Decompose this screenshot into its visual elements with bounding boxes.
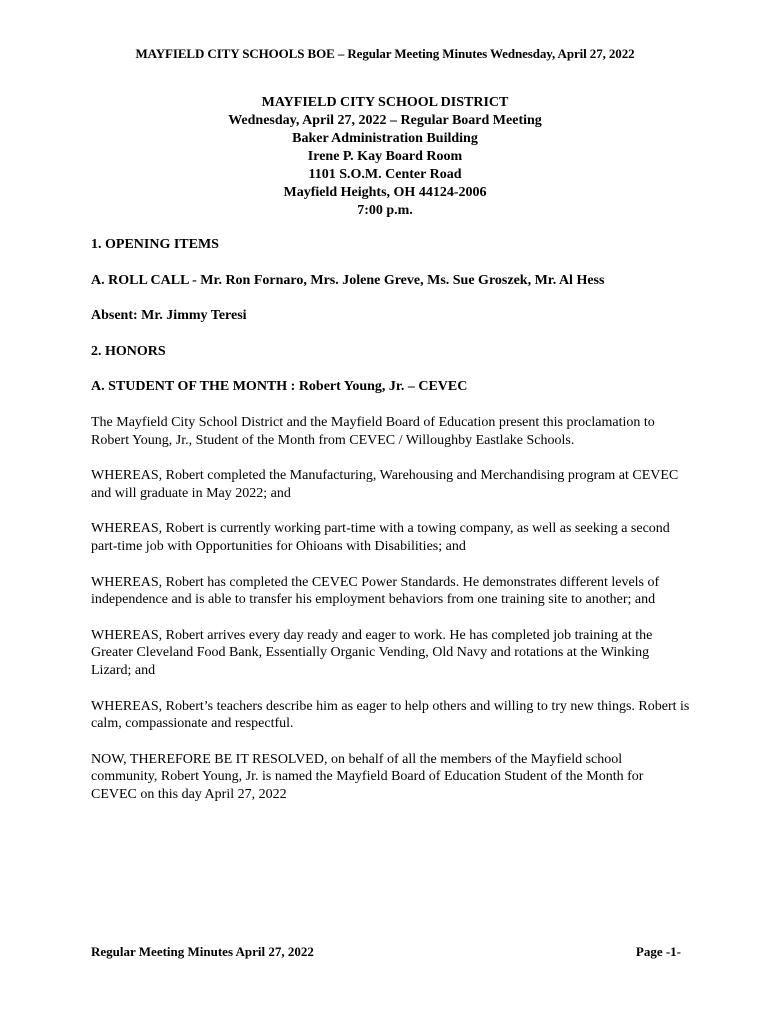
whereas-paragraph: WHEREAS, Robert arrives every day ready and eager to work. He has completed job training at the Greater Cleveland Food Bank, Essentially Organic Vending, Old Navy and rotations at the Winking Lizard; and [91,627,653,678]
building-name: Baker Administration Building [292,131,478,146]
student-of-month-heading: A. STUDENT OF THE MONTH : Robert Young, Jr. – CEVEC [91,379,468,395]
street-address: 1101 S.O.M. Center Road [308,167,462,182]
absent-members: Absent: Mr. Jimmy Teresi [91,308,247,324]
meeting-date: Wednesday, April 27, 2022 – Regular Board Meeting [228,113,542,128]
opening-items-heading: 1. OPENING ITEMS [91,237,219,252]
whereas-paragraph: WHEREAS, Robert’s teachers describe him as eager to help others and willing to try new things. Robert is calm, compassionate and respectful. [91,698,690,732]
running-header: MAYFIELD CITY SCHOOLS BOE – Regular Meeting Minutes Wednesday, April 27, 2022 [135,46,635,61]
title-block [0,94,770,220]
footer-title: Regular Meeting Minutes April 27, 2022 [91,944,314,959]
minutes-body [91,236,691,821]
running-footer [91,944,681,960]
city-address: Mayfield Heights, OH 44124-2006 [283,185,487,200]
roll-call: A. ROLL CALL - Mr. Ron Fornaro, Mrs. Jolene Greve, Ms. Sue Groszek, Mr. Al Hess [91,272,605,288]
page-number: Page -1- [635,944,681,959]
whereas-paragraph: WHEREAS, Robert is currently working part-time with a towing company, as well as seeking a second part-time job with Opportunities for Ohioans with Disabilities; and [91,521,670,554]
district-name: MAYFIELD CITY SCHOOL DISTRICT [261,95,509,110]
honors-heading: 2. HONORS [91,343,166,359]
resolution-paragraph: NOW, THEREFORE BE IT RESOLVED, on behalf of all the members of the Mayfield school community, Robert Young, Jr. is named the Mayfield Board of Education Student of the Month for CEVEC on this day April 27, 2022 [91,751,644,802]
whereas-paragraph: WHEREAS, Robert has completed the CEVEC Power Standards. He demonstrates different levels of independence and is able to transfer his employment behaviors from one training site to another; and [91,574,660,608]
meeting-time: 7:00 p.m. [357,203,413,218]
room-name: Irene P. Kay Board Room [307,149,463,164]
whereas-paragraph: WHEREAS, Robert completed the Manufacturing, Warehousing and Merchandising program at CEVEC and will graduate in May 2022; and [91,468,679,501]
proclamation-intro: The Mayfield City School District and the Mayfield Board of Education present this proclamation to Robert Young, Jr., Student of the Month from CEVEC / Willoughby Eastlake Schools. [91,414,655,448]
